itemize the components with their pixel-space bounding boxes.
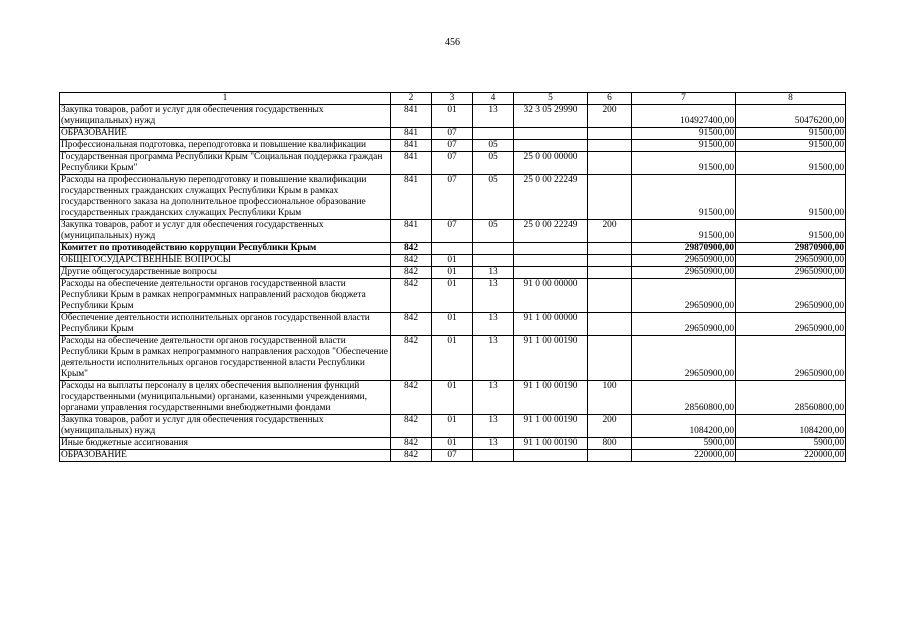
item-name-cell: Обеспечение деятельности исполнительных органов государственной власти Республики Крым bbox=[60, 313, 391, 336]
admin-code-cell: 841 bbox=[391, 175, 432, 220]
section-code-cell: 07 bbox=[432, 140, 473, 152]
target-article-cell: 32 3 05 29990 bbox=[514, 105, 588, 128]
table-row bbox=[60, 128, 846, 140]
amount-col7-cell: 5900,00 bbox=[632, 438, 736, 450]
header-cell: 8 bbox=[736, 93, 846, 105]
admin-code-cell: 842 bbox=[391, 450, 432, 462]
subsection-code-cell bbox=[473, 128, 514, 140]
target-article-cell bbox=[514, 450, 588, 462]
amount-col7-cell: 29650900,00 bbox=[632, 313, 736, 336]
admin-code-cell: 841 bbox=[391, 105, 432, 128]
target-article-cell: 91 1 00 00190 bbox=[514, 336, 588, 381]
amount-col7-cell: 91500,00 bbox=[632, 220, 736, 243]
item-name-cell: Иные бюджетные ассигнования bbox=[60, 438, 391, 450]
item-name-cell: ОБРАЗОВАНИЕ bbox=[60, 450, 391, 462]
amount-col7-cell: 91500,00 bbox=[632, 152, 736, 175]
item-name-cell: ОБЩЕГОСУДАРСТВЕННЫЕ ВОПРОСЫ bbox=[60, 255, 391, 267]
header-cell: 1 bbox=[60, 93, 391, 105]
amount-col8-cell: 91500,00 bbox=[736, 175, 846, 220]
header-row bbox=[60, 93, 846, 105]
section-code-cell: 07 bbox=[432, 220, 473, 243]
subsection-code-cell bbox=[473, 255, 514, 267]
expense-type-cell bbox=[588, 450, 632, 462]
item-name-cell: Расходы на профессиональную переподготовку и повышение квалификации государственных гражданских служащих Республики Крым в рамках государственного заказа на дополнительное профессиональное образование государственных гражданских служащих Республики Крым bbox=[60, 175, 391, 220]
amount-col8-cell: 91500,00 bbox=[736, 220, 846, 243]
expense-type-cell bbox=[588, 336, 632, 381]
section-code-cell: 01 bbox=[432, 438, 473, 450]
target-article-cell bbox=[514, 267, 588, 279]
section-code-cell: 07 bbox=[432, 450, 473, 462]
target-article-cell: 91 1 00 00190 bbox=[514, 415, 588, 438]
section-code-cell: 07 bbox=[432, 152, 473, 175]
admin-code-cell: 842 bbox=[391, 255, 432, 267]
subsection-code-cell: 13 bbox=[473, 105, 514, 128]
page-number: 456 bbox=[445, 37, 460, 48]
amount-col7-cell: 104927400,00 bbox=[632, 105, 736, 128]
expense-type-cell: 800 bbox=[588, 438, 632, 450]
amount-col8-cell: 50476200,00 bbox=[736, 105, 846, 128]
admin-code-cell: 841 bbox=[391, 128, 432, 140]
table-row bbox=[60, 243, 846, 255]
table-row bbox=[60, 267, 846, 279]
subsection-code-cell: 05 bbox=[473, 175, 514, 220]
section-code-cell: 07 bbox=[432, 175, 473, 220]
expense-type-cell bbox=[588, 175, 632, 220]
table-row bbox=[60, 336, 846, 381]
expense-type-cell bbox=[588, 267, 632, 279]
table-row bbox=[60, 152, 846, 175]
amount-col7-cell: 29650900,00 bbox=[632, 279, 736, 313]
admin-code-cell: 842 bbox=[391, 267, 432, 279]
amount-col8-cell: 29650900,00 bbox=[736, 255, 846, 267]
table-row bbox=[60, 415, 846, 438]
expense-type-cell: 100 bbox=[588, 381, 632, 415]
expense-type-cell bbox=[588, 255, 632, 267]
admin-code-cell: 842 bbox=[391, 313, 432, 336]
item-name-cell: Комитет по противодействию коррупции Республики Крым bbox=[60, 243, 391, 255]
header-cell: 3 bbox=[432, 93, 473, 105]
amount-col8-cell: 29650900,00 bbox=[736, 279, 846, 313]
amount-col8-cell: 29650900,00 bbox=[736, 313, 846, 336]
amount-col7-cell: 29650900,00 bbox=[632, 255, 736, 267]
budget-table-body bbox=[60, 93, 846, 462]
target-article-cell: 91 1 00 00190 bbox=[514, 438, 588, 450]
section-code-cell: 01 bbox=[432, 336, 473, 381]
section-code-cell: 01 bbox=[432, 415, 473, 438]
subsection-code-cell: 13 bbox=[473, 279, 514, 313]
subsection-code-cell: 13 bbox=[473, 336, 514, 381]
amount-col8-cell: 91500,00 bbox=[736, 152, 846, 175]
target-article-cell: 25 0 00 00000 bbox=[514, 152, 588, 175]
target-article-cell bbox=[514, 128, 588, 140]
section-code-cell: 01 bbox=[432, 255, 473, 267]
subsection-code-cell bbox=[473, 450, 514, 462]
header-cell: 5 bbox=[514, 93, 588, 105]
admin-code-cell: 842 bbox=[391, 279, 432, 313]
amount-col7-cell: 91500,00 bbox=[632, 140, 736, 152]
expense-type-cell bbox=[588, 243, 632, 255]
amount-col7-cell: 1084200,00 bbox=[632, 415, 736, 438]
item-name-cell: Профессиональная подготовка, переподготовка и повышение квалификации bbox=[60, 140, 391, 152]
subsection-code-cell: 13 bbox=[473, 267, 514, 279]
section-code-cell: 01 bbox=[432, 279, 473, 313]
amount-col8-cell: 28560800,00 bbox=[736, 381, 846, 415]
expense-type-cell bbox=[588, 279, 632, 313]
header-cell: 7 bbox=[632, 93, 736, 105]
table-row bbox=[60, 105, 846, 128]
subsection-code-cell: 13 bbox=[473, 438, 514, 450]
amount-col8-cell: 29650900,00 bbox=[736, 336, 846, 381]
item-name-cell: Расходы на выплаты персоналу в целях обеспечения выполнения функций государственными (муниципальными) органами, казенными учреждениями, органами управления государственными внебюджетными фондами bbox=[60, 381, 391, 415]
amount-col7-cell: 29650900,00 bbox=[632, 267, 736, 279]
amount-col7-cell: 91500,00 bbox=[632, 128, 736, 140]
expense-type-cell: 200 bbox=[588, 105, 632, 128]
table-row bbox=[60, 450, 846, 462]
subsection-code-cell bbox=[473, 243, 514, 255]
target-article-cell bbox=[514, 243, 588, 255]
budget-table bbox=[59, 92, 846, 462]
target-article-cell: 91 1 00 00000 bbox=[514, 313, 588, 336]
header-cell: 4 bbox=[473, 93, 514, 105]
target-article-cell bbox=[514, 140, 588, 152]
table-row bbox=[60, 140, 846, 152]
subsection-code-cell: 13 bbox=[473, 381, 514, 415]
item-name-cell: Закупка товаров, работ и услуг для обеспечения государственных (муниципальных) нужд bbox=[60, 105, 391, 128]
target-article-cell: 25 0 00 22249 bbox=[514, 175, 588, 220]
subsection-code-cell: 05 bbox=[473, 220, 514, 243]
target-article-cell bbox=[514, 255, 588, 267]
expense-type-cell bbox=[588, 152, 632, 175]
item-name-cell: Государственная программа Республики Крым "Социальная поддержка граждан Республики Крым" bbox=[60, 152, 391, 175]
target-article-cell: 25 0 00 22249 bbox=[514, 220, 588, 243]
item-name-cell: Расходы на обеспечение деятельности органов государственной власти Республики Крым в рамках непрограммных направлений расходов бюджета Республики Крым bbox=[60, 279, 391, 313]
amount-col8-cell: 220000,00 bbox=[736, 450, 846, 462]
table-row bbox=[60, 175, 846, 220]
table-row bbox=[60, 313, 846, 336]
amount-col8-cell: 91500,00 bbox=[736, 128, 846, 140]
admin-code-cell: 842 bbox=[391, 415, 432, 438]
table-row bbox=[60, 279, 846, 313]
section-code-cell: 01 bbox=[432, 313, 473, 336]
expense-type-cell bbox=[588, 140, 632, 152]
table-row bbox=[60, 255, 846, 267]
table-row bbox=[60, 381, 846, 415]
target-article-cell: 91 0 00 00000 bbox=[514, 279, 588, 313]
subsection-code-cell: 13 bbox=[473, 313, 514, 336]
expense-type-cell bbox=[588, 128, 632, 140]
item-name-cell: ОБРАЗОВАНИЕ bbox=[60, 128, 391, 140]
amount-col7-cell: 91500,00 bbox=[632, 175, 736, 220]
admin-code-cell: 842 bbox=[391, 336, 432, 381]
expense-type-cell bbox=[588, 313, 632, 336]
section-code-cell: 01 bbox=[432, 381, 473, 415]
admin-code-cell: 841 bbox=[391, 152, 432, 175]
expense-type-cell: 200 bbox=[588, 220, 632, 243]
admin-code-cell: 841 bbox=[391, 220, 432, 243]
subsection-code-cell: 05 bbox=[473, 140, 514, 152]
amount-col8-cell: 29870900,00 bbox=[736, 243, 846, 255]
amount-col8-cell: 91500,00 bbox=[736, 140, 846, 152]
amount-col7-cell: 28560800,00 bbox=[632, 381, 736, 415]
table-row bbox=[60, 220, 846, 243]
item-name-cell: Другие общегосударственные вопросы bbox=[60, 267, 391, 279]
admin-code-cell: 842 bbox=[391, 438, 432, 450]
header-cell: 2 bbox=[391, 93, 432, 105]
admin-code-cell: 842 bbox=[391, 381, 432, 415]
section-code-cell: 01 bbox=[432, 105, 473, 128]
expense-type-cell: 200 bbox=[588, 415, 632, 438]
amount-col7-cell: 29870900,00 bbox=[632, 243, 736, 255]
admin-code-cell: 842 bbox=[391, 243, 432, 255]
amount-col8-cell: 1084200,00 bbox=[736, 415, 846, 438]
item-name-cell: Закупка товаров, работ и услуг для обеспечения государственных (муниципальных) нужд bbox=[60, 220, 391, 243]
section-code-cell: 01 bbox=[432, 267, 473, 279]
amount-col8-cell: 5900,00 bbox=[736, 438, 846, 450]
amount-col7-cell: 29650900,00 bbox=[632, 336, 736, 381]
subsection-code-cell: 13 bbox=[473, 415, 514, 438]
header-cell: 6 bbox=[588, 93, 632, 105]
item-name-cell: Расходы на обеспечение деятельности органов государственной власти Республики Крым в рамках непрограммного направления расходов "Обеспечение деятельности исполнительных органов государственной власти Республики Крым" bbox=[60, 336, 391, 381]
amount-col8-cell: 29650900,00 bbox=[736, 267, 846, 279]
table-row bbox=[60, 438, 846, 450]
amount-col7-cell: 220000,00 bbox=[632, 450, 736, 462]
section-code-cell bbox=[432, 243, 473, 255]
section-code-cell: 07 bbox=[432, 128, 473, 140]
subsection-code-cell: 05 bbox=[473, 152, 514, 175]
target-article-cell: 91 1 00 00190 bbox=[514, 381, 588, 415]
item-name-cell: Закупка товаров, работ и услуг для обеспечения государственных (муниципальных) нужд bbox=[60, 415, 391, 438]
admin-code-cell: 841 bbox=[391, 140, 432, 152]
